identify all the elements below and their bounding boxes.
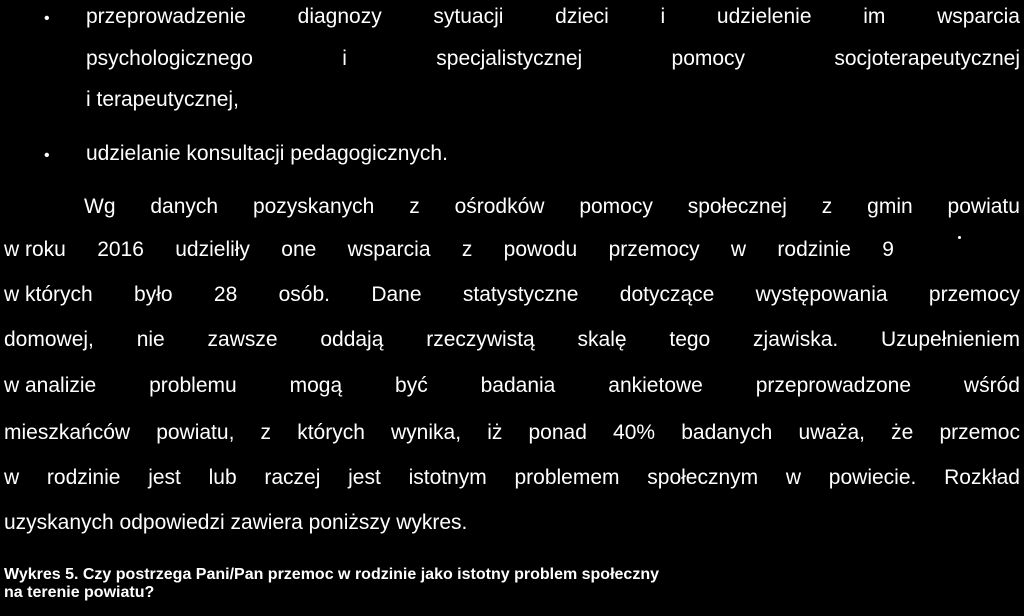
word: udzielenie: [716, 5, 812, 28]
word: dzieci: [555, 5, 609, 28]
word: im: [863, 5, 886, 28]
word: z: [409, 195, 420, 218]
word: wśród: [963, 374, 1020, 397]
word: dotyczące: [619, 283, 715, 306]
word: w: [785, 466, 802, 489]
word: w: [4, 466, 20, 489]
word: przeprowadzenie: [86, 5, 246, 28]
word: powiecie.: [828, 466, 917, 489]
text-line: [4, 282, 1020, 308]
word: lub: [208, 466, 237, 489]
text-line: i terapeutycznej,: [86, 88, 239, 111]
word: tego: [669, 328, 711, 351]
word: zawsze: [207, 328, 278, 351]
word: nie: [136, 328, 165, 351]
text-line: [4, 327, 1020, 353]
word: Dane: [371, 283, 422, 306]
word: przemoc: [939, 421, 1020, 444]
text-line: uzyskanych odpowiedzi zawiera poniższy wykres.: [4, 511, 468, 534]
bullet-marker: •: [44, 147, 50, 164]
word: gmin: [867, 195, 913, 218]
figure-caption: Wykres 5. Czy postrzega Pani/Pan przemoc w rodzinie jako istotny problem społeczny: [4, 566, 659, 583]
word: badania: [480, 374, 556, 397]
word: jest: [348, 466, 381, 489]
word: jest: [148, 466, 181, 489]
word: problemu: [149, 374, 237, 397]
word: mieszkańców: [4, 421, 131, 444]
word: przeprowadzone: [755, 374, 912, 397]
word: 28: [213, 283, 238, 306]
word: w których: [4, 283, 93, 306]
word: 9: [882, 238, 894, 261]
stray-mark: [958, 236, 961, 239]
word: z: [260, 421, 272, 444]
word: pomocy: [579, 195, 653, 218]
word: w: [730, 238, 747, 261]
text-line: [84, 194, 1020, 220]
word: problemem: [514, 466, 620, 489]
word: zjawiska.: [753, 328, 839, 351]
text-line: [86, 4, 1020, 30]
word: ankietowe: [608, 374, 703, 397]
word: ponad: [528, 421, 587, 444]
word: wsparcia: [347, 238, 431, 261]
word: występowania: [755, 283, 888, 306]
word: powodu: [503, 238, 578, 261]
word: psychologicznego: [86, 47, 253, 70]
word: i: [342, 47, 347, 70]
text-line: [4, 373, 1020, 399]
word: społecznym: [647, 466, 759, 489]
word: mogą: [289, 374, 343, 397]
word: i: [660, 5, 666, 28]
figure-caption: na terenie powiatu?: [4, 584, 155, 601]
word: iż: [487, 421, 503, 444]
text-line: [4, 465, 1020, 491]
word: osób.: [278, 283, 330, 306]
word: Rozkład: [944, 466, 1020, 489]
word: Wg: [84, 195, 116, 218]
bullet-marker: •: [44, 10, 50, 27]
word: oddają: [320, 328, 384, 351]
word: że: [891, 421, 914, 444]
word: rodzinie: [46, 466, 121, 489]
word: wsparcia: [937, 5, 1020, 28]
word: diagnozy: [297, 5, 382, 28]
word: społecznej: [687, 195, 787, 218]
word: 40%: [613, 421, 656, 444]
word: sytuacji: [433, 5, 504, 28]
word: istotnym: [408, 466, 487, 489]
word: Uzupełnieniem: [881, 328, 1020, 351]
word: domowej,: [4, 328, 94, 351]
word: z: [821, 195, 833, 218]
word: ośrodków: [454, 195, 545, 218]
word: badanych: [681, 421, 773, 444]
word: było: [134, 283, 173, 306]
word: przemocy: [928, 283, 1020, 306]
word: być: [395, 374, 428, 397]
word: z: [461, 238, 473, 261]
word: udzieliły: [175, 238, 250, 261]
word: w analizie: [4, 374, 97, 397]
word: uważa,: [798, 421, 865, 444]
word: 2016: [97, 238, 144, 261]
word: specjalistycznej: [436, 47, 583, 70]
word: w roku: [4, 238, 66, 261]
word: socjoterapeutycznej: [834, 47, 1020, 70]
word: powiatu: [947, 195, 1020, 218]
word: raczej: [264, 466, 321, 489]
text-line: [86, 46, 1020, 72]
word: rodzinie: [777, 238, 851, 261]
word: pomocy: [671, 47, 746, 70]
word: przemocy: [608, 238, 700, 261]
word: one: [281, 238, 317, 261]
text-line: [4, 237, 894, 263]
text-line: udzielanie konsultacji pedagogicznych.: [86, 142, 448, 165]
word: danych: [150, 195, 219, 218]
word: pozyskanych: [252, 195, 375, 218]
word: powiatu,: [156, 421, 235, 444]
word: wynika,: [391, 421, 462, 444]
text-line: [4, 420, 1020, 446]
word: statystyczne: [462, 283, 579, 306]
word: których: [297, 421, 365, 444]
word: rzeczywistą: [426, 328, 535, 351]
word: skalę: [577, 328, 627, 351]
